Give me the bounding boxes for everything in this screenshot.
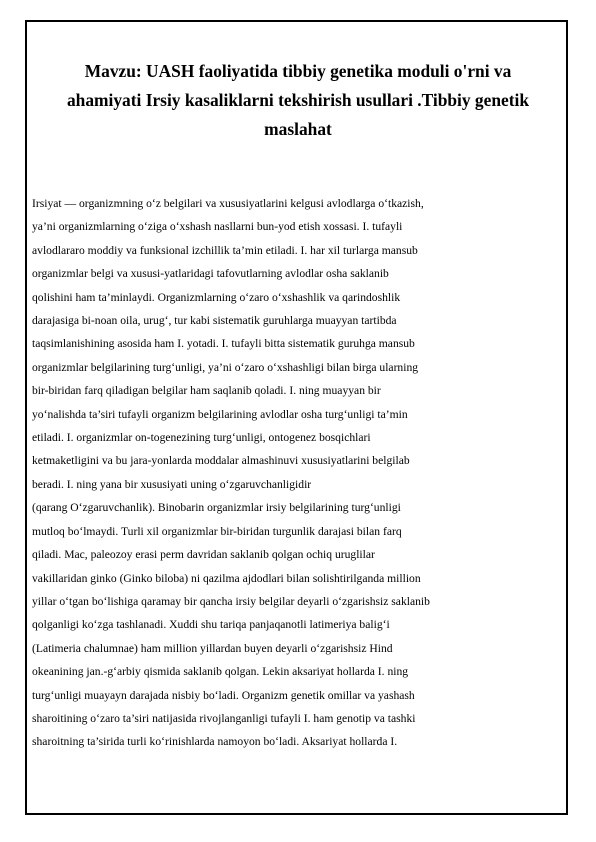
body-line: Irsiyat — organizmning o‘z belgilari va xususiyatlarini kelgusi avlodlarga o‘tkazish, — [32, 197, 424, 210]
body-line: mutloq bo‘lmaydi. Turli xil organizmlar bir-biridan turgunlik darajasi bilan farq — [32, 524, 402, 538]
body-line: qolishini ham ta’minlaydi. Organizmlarning o‘zaro o‘xshashlik va qarindoshlik — [32, 290, 401, 304]
body-line: ketmaketligini va bu jara-yonlarda moddalar almashinuvi xususiyatlarini belgilab — [32, 454, 410, 468]
body-line: beradi. I. ning yana bir xususiyati uning o‘zgaruvchanligidir — [32, 477, 312, 491]
body-line: yillar o‘tgan bo‘lishiga qaramay bir qancha irsiy belgilar deyarli o‘zgarishsiz saklanib — [32, 594, 430, 608]
body-line: avlodlararo moddiy va funksional izchillik ta’min etiladi. I. har xil turlarga mansub — [32, 243, 418, 257]
body-line: organizmlar belgilarining turg‘unligi, ya’ni o‘zaro o‘xshashligi bilan birga ularning — [32, 360, 419, 374]
body-line: sharoitining o‘zaro ta’siri natijasida rivojlanganligi tufayli I. ham genotip va tashki — [32, 711, 416, 725]
body-line: sharoitning ta’sirida turli ko‘rinishlarda namoyon bo‘ladi. Aksariyat hollarda I. — [32, 735, 398, 749]
body-line: qolganligi ko‘zga tashlanadi. Xuddi shu tariqa panjaqanotli latimeriya balig‘i — [32, 618, 390, 632]
document-body — [32, 192, 552, 754]
title-line: maslahat — [264, 119, 332, 139]
body-line: taqsimlanishining asosida ham I. yotadi. I. tufayli bitta sistematik guruhga mansub — [32, 337, 415, 351]
body-line: turg‘unligi muayayn darajada nisbiy bo‘ladi. Organizm genetik omillar va yashash — [32, 688, 415, 702]
body-line: (qarang O‘zgaruvchanlik). Binobarin organizmlar irsiy belgilarining turg‘unligi — [32, 501, 401, 515]
body-line: okeanining jan.-g‘arbiy qismida saklanib qolgan. Lekin aksariyat hollarda I. ning — [32, 665, 409, 679]
document-title — [50, 57, 546, 144]
body-line: bir-biridan farq qiladigan belgilar ham saqlanib qoladi. I. ning muayyan bir — [32, 384, 381, 398]
body-line: qiladi. Mac, paleozoy erasi perm davridan saklanib qolgan ochiq uruglilar — [32, 548, 375, 562]
title-line: Mavzu: UASH faoliyatida tibbiy genetika moduli o'rni va — [84, 61, 512, 81]
body-line: ya’ni organizmlarning o‘ziga o‘xshash nasllarni bun-yod etish xossasi. I. tufayli — [32, 220, 403, 234]
body-line: organizmlar belgi va xususi-yatlaridagi tafovutlarning avlodlar osha saklanib — [32, 267, 389, 281]
title-line: ahamiyati Irsiy kasaliklarni tekshirish usullari .Tibbiy genetik — [66, 90, 530, 110]
body-line: yo‘nalishda ta’siri tufayli organizm belgilarining avlodlar osha turg‘unligi ta’min — [32, 407, 408, 421]
body-line: vakillaridan ginko (Ginko biloba) ni qazilma ajdodlari bilan solishtirilganda million — [32, 571, 421, 585]
body-line: (Latimeria chalumnae) ham million yillardan buyen deyarli o‘zgarishsiz Hind — [32, 641, 393, 655]
body-line: darajasiga bi-noan oila, urug‘, tur kabi sistematik guruhlarga muayyan tartibda — [32, 314, 397, 328]
body-line: etiladi. I. organizmlar on-togenezining turg‘unligi, ontogenez bosqichlari — [32, 431, 371, 445]
